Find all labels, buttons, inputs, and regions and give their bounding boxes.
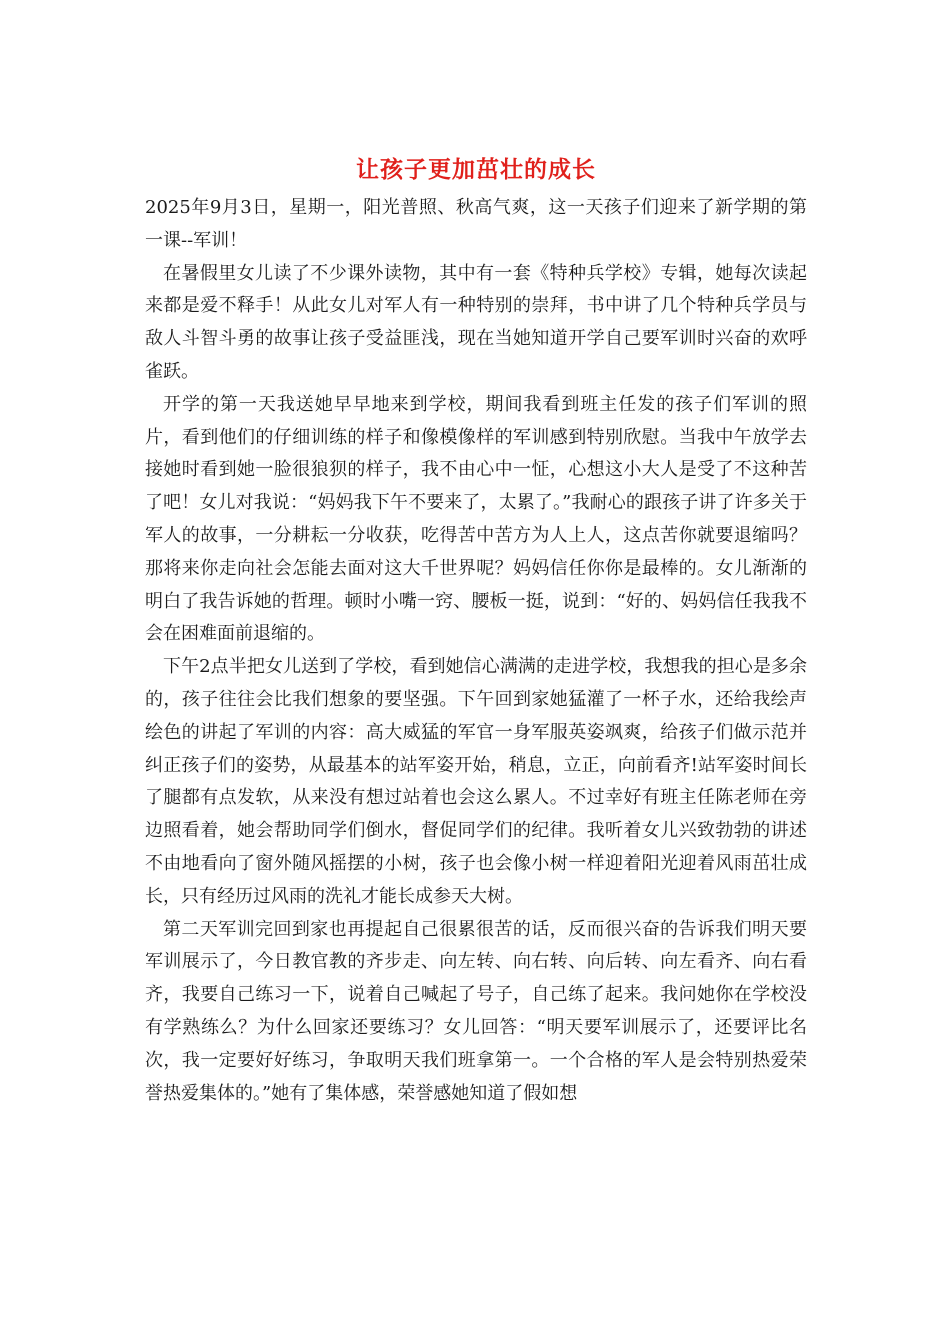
paragraph-summer-reading: 在暑假里女儿读了不少课外读物，其中有一套《特种兵学校》专辑，她每次读起来都是爱不释手！从此女儿对军人有一种特别的崇拜，书中讲了几个特种兵学员与敌人斗智斗勇的故事让孩子受益匪浅，现在当她知道开学自己要军训时兴奋的欢呼雀跃。 xyxy=(145,262,807,382)
document-page xyxy=(145,150,807,1110)
paragraph-first-day: 开学的第一天我送她早早地来到学校，期间我看到班主任发的孩子们军训的照片，看到他们的仔细训练的样子和像模像样的军训感到特别欣慰。当我中午放学去接她时看到她一脸很狼狈的样子，我不由心中一怔，心想这小大人是受了不这种苦了吧！女儿对我说：“妈妈我下午不要来了，太累了。”我耐心的跟孩子讲了许多关于军人的故事，一分耕耘一分收获，吃得苦中苦方为人上人，这点苦你就要退缩吗？那将来你走向社会怎能去面对这大千世界呢？妈妈信任你你是最棒的。女儿渐渐的明白了我告诉她的哲理。顿时小嘴一窍、腰板一挺，说到：“好的、妈妈信任我我不会在困难面前退缩的。 xyxy=(145,393,807,645)
document-title: 让孩子更加茁壮的成长 xyxy=(356,156,596,183)
paragraph-date: 2025年9月3日，星期一，阳光普照、秋高气爽，这一天孩子们迎来了新学期的第一课--军训！ xyxy=(145,197,807,251)
paragraph-second-day: 第二天军训完回到家也再提起自己很累很苦的话，反而很兴奋的告诉我们明天要军训展示了，今日教官教的齐步走、向左转、向右转、向后转、向左看齐、向右看齐，我要自己练习一下，说着自己喊起了号子，自己练了起来。我问她你在学校没有学熟练么？为什么回家还要练习？女儿回答：“明天要军训展示了，还要评比名次，我一定要好好练习，争取明天我们班拿第一。一个合格的军人是会特别热爱荣誉热爱集体的。”她有了集体感，荣誉感她知道了假如想 xyxy=(145,918,807,1104)
paragraph-afternoon: 下午2点半把女儿送到了学校，看到她信心满满的走进学校，我想我的担心是多余的，孩子往往会比我们想象的要坚强。下午回到家她猛灌了一杯子水，还给我绘声绘色的讲起了军训的内容：高大威猛的军官一身军服英姿飒爽，给孩子们做示范并纠正孩子们的姿势，从最基本的站军姿开始，稍息，立正，向前看齐!站军姿时间长了腿都有点发软，从来没有想过站着也会这么累人。不过幸好有班主任陈老师在旁边照看着，她会帮助同学们倒水，督促同学们的纪律。我听着女儿兴致勃勃的讲述不由地看向了窗外随风摇摆的小树，孩子也会像小树一样迎着阳光迎着风雨茁壮成长，只有经历过风雨的洗礼才能长成参天大树。 xyxy=(145,656,807,907)
